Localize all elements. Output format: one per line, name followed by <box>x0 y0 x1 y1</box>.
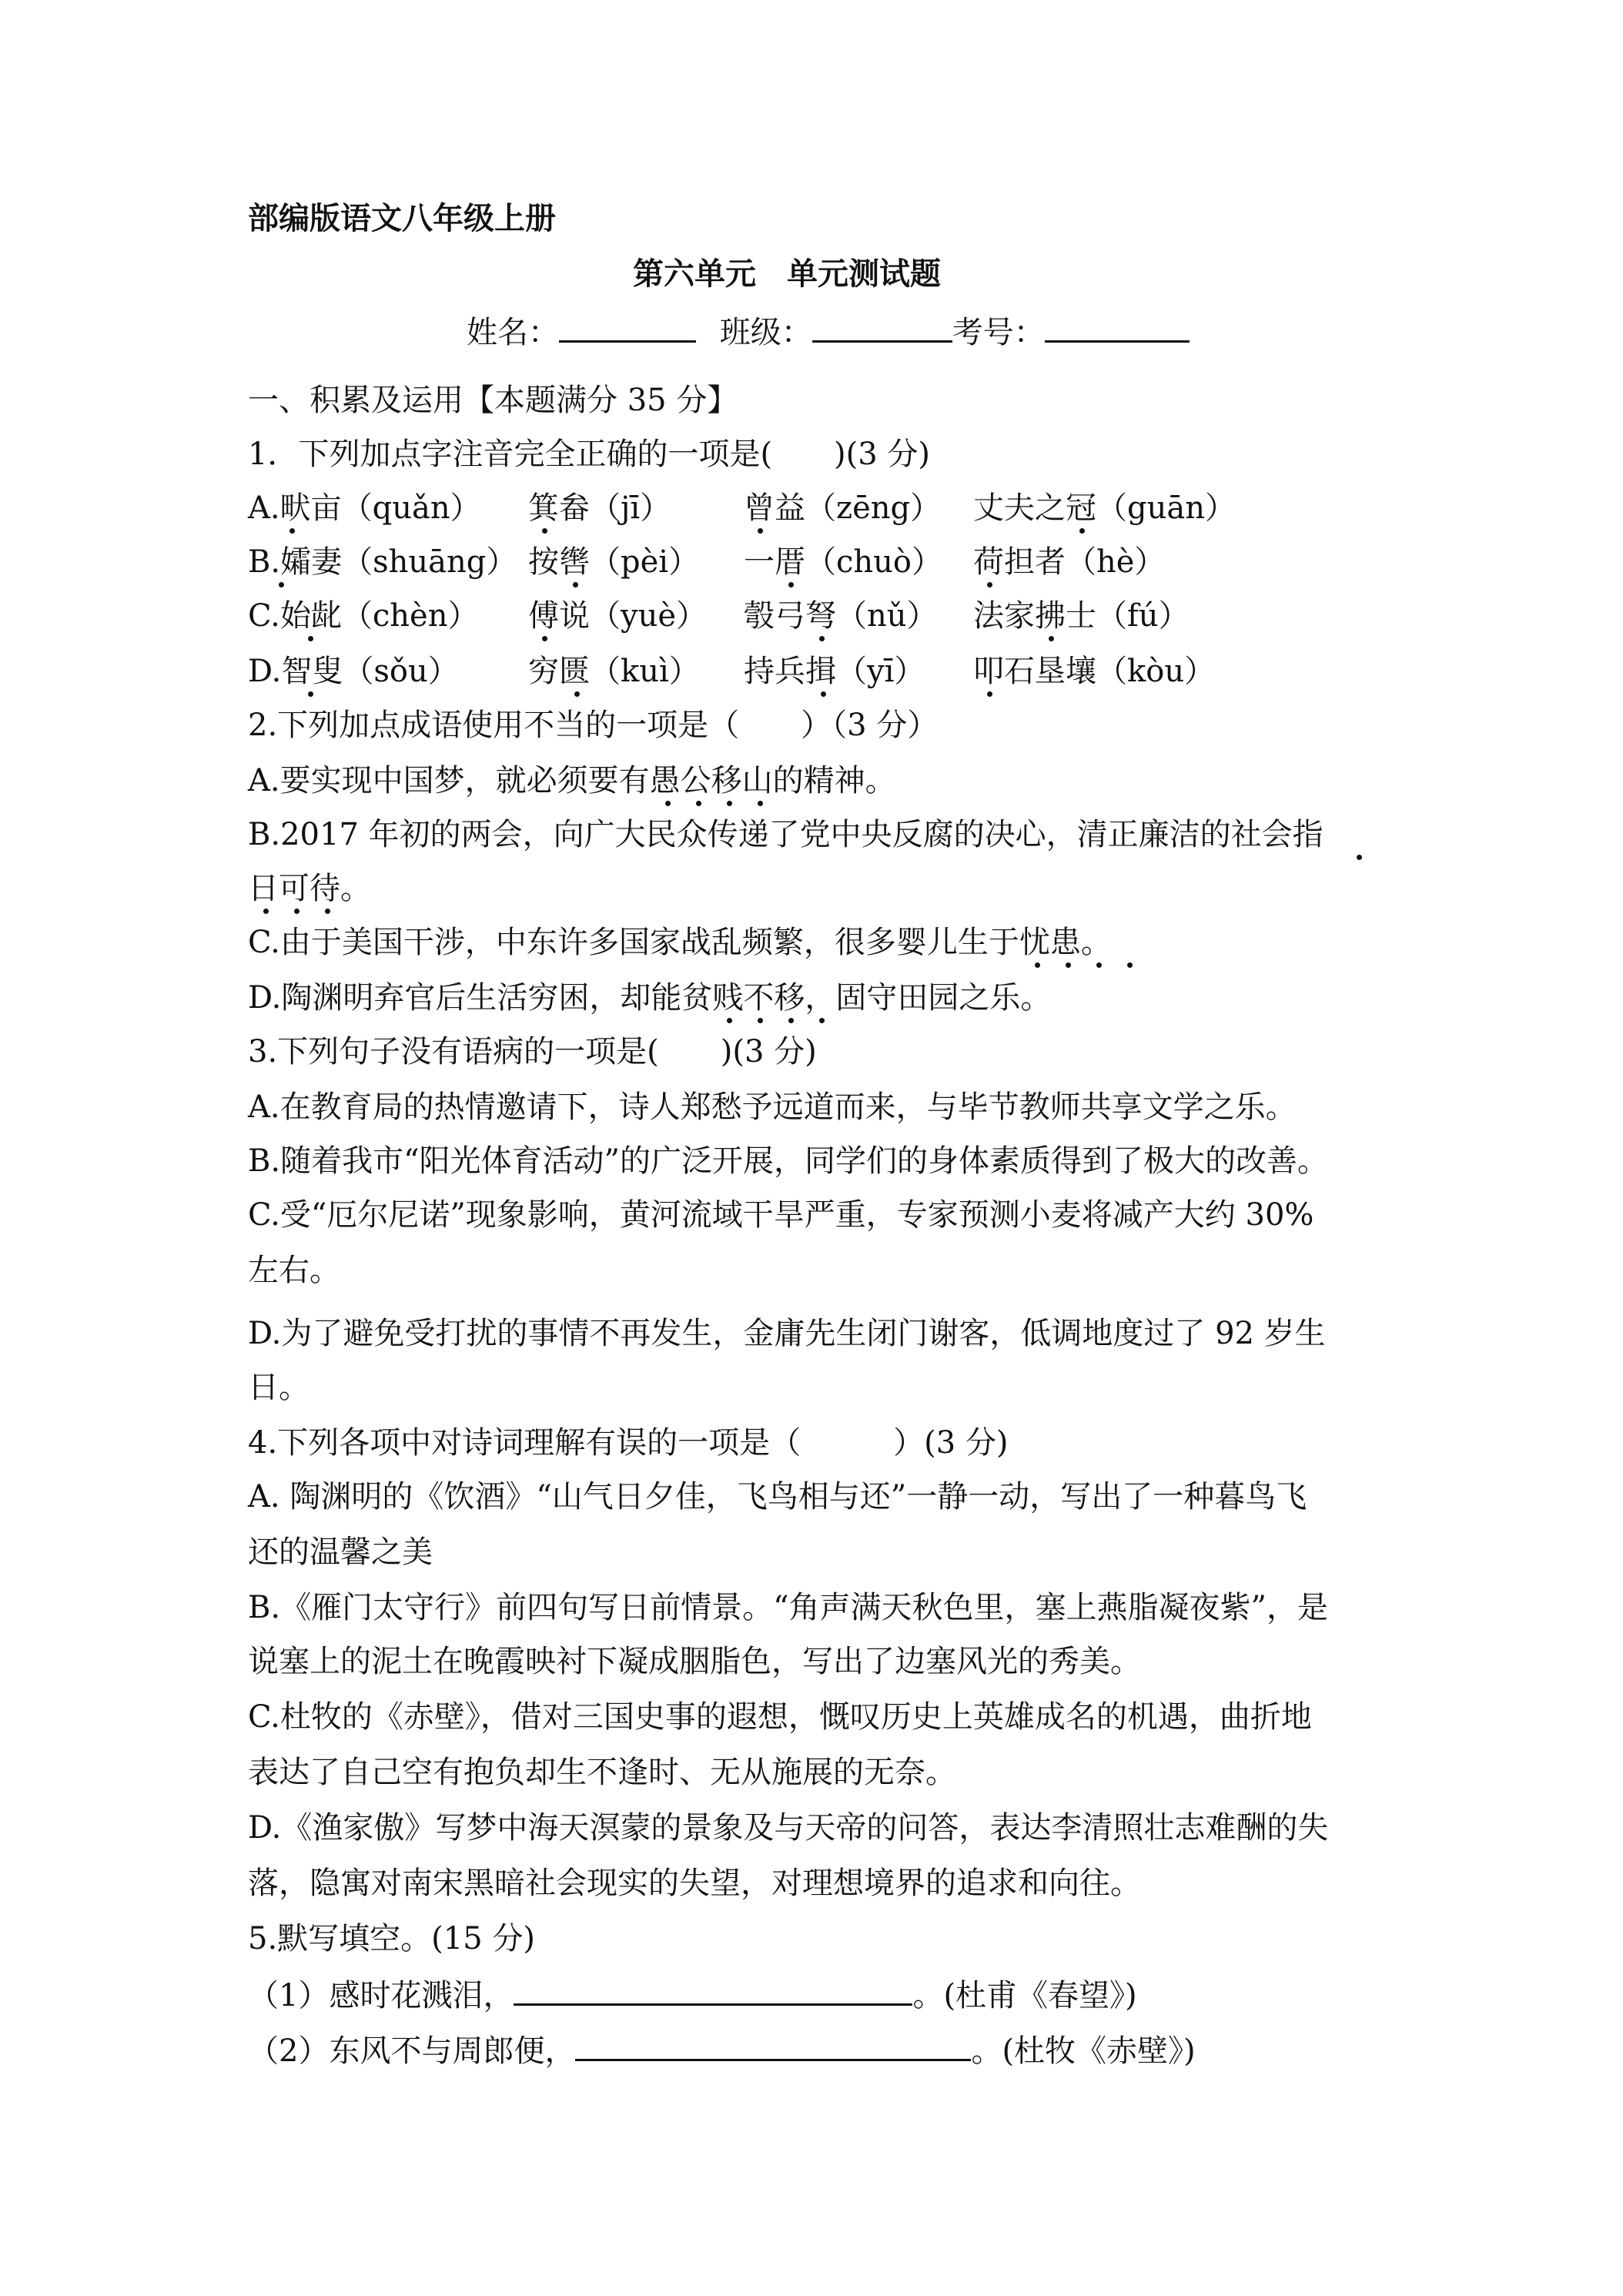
q4-option-b-line1: B.《雁门太守行》前四句写日前情景。“角声满天秋色里，塞上燕脂凝夜紫”，是 <box>248 1590 1329 1625</box>
q1-option-a-2: 箕畚（jī） <box>528 490 671 526</box>
emphasis-dot <box>696 801 701 806</box>
q5-item-2 <box>248 2028 1196 2071</box>
emphasis-dot <box>758 528 763 534</box>
q5-item-2-prompt: （2）东风不与周郎便， <box>248 2033 576 2069</box>
emphasis-dot <box>325 909 330 914</box>
emphasis-dot <box>1066 962 1071 968</box>
book-title: 部编版语文八年级上册 <box>248 200 556 236</box>
emphasis-dot <box>788 582 794 587</box>
q2-option-b-line2: 日可待。 <box>248 871 371 906</box>
emphasis-dot <box>1035 962 1040 968</box>
question-4-stem: 4.下列各项中对诗词理解有误的一项是（ ）(3 分) <box>248 1425 1009 1461</box>
q3-option-b: B.随着我市“阳光体育活动”的广泛开展，同学们的身体素质得到了极大的改善。 <box>248 1143 1329 1179</box>
question-1-stem: 1．下列加点字注音完全正确的一项是( )(3 分) <box>248 437 931 472</box>
q3-option-a: A.在教育局的热情邀请下，诗人郑愁予远道而来，与毕节教师共享文学之乐。 <box>248 1089 1297 1125</box>
emphasis-dot <box>665 801 671 806</box>
emphasis-dot <box>727 1018 732 1023</box>
name-blank[interactable] <box>559 310 696 343</box>
q1-option-b-2: 按辔（pèi） <box>528 544 700 580</box>
q4-option-b-line2: 说塞上的泥土在晚霞映衬下凝成胭脂色，写出了边塞风光的秀美。 <box>248 1644 1141 1679</box>
q1-option-c-2: 傅说（yuè） <box>528 598 708 634</box>
emphasis-dot <box>542 528 547 534</box>
q5-item-1-source: 。(杜甫《春望》) <box>912 1978 1137 2013</box>
emphasis-dot <box>1127 962 1133 968</box>
emphasis-dot <box>308 636 313 641</box>
q2-option-d: D.陶渊明弃官后生活穷困，却能贫贱不移，固守田园之乐。 <box>248 980 1052 1016</box>
emphasis-dot <box>987 582 992 587</box>
question-3-stem: 3.下列句子没有语病的一项是( )(3 分) <box>248 1034 817 1069</box>
emphasis-dot <box>289 528 295 534</box>
q4-option-a-line1: A. 陶渊明的《饮酒》“山气日夕佳，飞鸟相与还”一静一动，写出了一种暮鸟飞 <box>248 1479 1307 1514</box>
q5-item-1-prompt: （1）感时花溅泪， <box>248 1978 514 2013</box>
emphasis-dot <box>1049 636 1054 641</box>
emphasis-dot <box>788 1018 794 1023</box>
q3-option-d-line2: 日。 <box>248 1370 310 1405</box>
q5-item-2-source: 。(杜牧《赤壁》) <box>971 2033 1196 2069</box>
emphasis-dot <box>819 1018 825 1023</box>
q1-option-b-3: 一厝（chuò） <box>744 544 943 580</box>
q5-item-1-blank[interactable] <box>514 1973 912 2006</box>
q1-option-d-4: 叩石垦壤（kòu） <box>973 654 1216 689</box>
emphasis-dot <box>542 636 547 641</box>
q1-option-d-2: 穷匮（kuì） <box>528 654 700 689</box>
q4-option-c-line1: C.杜牧的《赤壁》，借对三国史事的遐想，慨叹历史上英雄成名的机遇，曲折地 <box>248 1699 1312 1735</box>
q1-option-c-1: C.始龀（chèn） <box>248 598 479 634</box>
emphasis-dot <box>279 582 284 587</box>
q5-item-2-blank[interactable] <box>575 2028 971 2061</box>
q2-option-a: A.要实现中国梦，就必须要有愚公移山的精神。 <box>248 763 896 798</box>
emphasis-dot <box>758 801 763 806</box>
q3-option-c-line1: C.受“厄尔尼诺”现象影响，黄河流域干旱严重，专家预测小麦将减产大约 30% <box>248 1197 1314 1233</box>
class-blank[interactable] <box>812 310 952 343</box>
emphasis-dot <box>308 691 313 697</box>
q4-option-d-line2: 落，隐寓对南宋黑暗社会现实的失望，对理想境界的追求和向往。 <box>248 1866 1141 1901</box>
q4-option-d-line1: D.《渔家傲》写梦中海天溟蒙的景象及与天帝的问答，表达李清照壮志难酬的失 <box>248 1810 1329 1846</box>
q2-option-b-line1: B.2017 年初的两会，向广大民众传递了党中央反腐的决心，清正廉洁的社会指 <box>248 817 1323 852</box>
emphasis-dot <box>758 1018 763 1023</box>
id-blank[interactable] <box>1045 310 1190 343</box>
question-5-stem: 5.默写填空。(15 分) <box>248 1921 535 1956</box>
q3-option-d-line1: D.为了避免受打扰的事情不再发生，金庸先生闭门谢客，低调地度过了 92 岁生 <box>248 1316 1326 1351</box>
emphasis-dot <box>821 691 826 697</box>
q1-option-d-3: 持兵揖（yī） <box>744 654 925 689</box>
q5-item-1 <box>248 1973 1137 2016</box>
emphasis-dot <box>574 691 580 697</box>
emphasis-dot <box>987 691 992 697</box>
emphasis-dot <box>1096 962 1102 968</box>
q1-option-b-1: B.孀妻（shuāng） <box>248 544 517 580</box>
emphasis-dot <box>573 582 578 587</box>
student-info-row <box>467 310 1190 353</box>
q1-option-d-1: D.智叟（sǒu） <box>248 654 459 689</box>
q1-option-a-1: A.畎亩（quǎn） <box>248 490 481 526</box>
question-2-stem: 2.下列加点成语使用不当的一项是（ ）（3 分） <box>248 708 939 743</box>
emphasis-dot <box>727 801 732 806</box>
q4-option-a-line2: 还的温馨之美 <box>248 1535 433 1570</box>
q1-option-c-4: 法家拂士（fú） <box>973 598 1190 634</box>
q2-option-c: C.由于美国干涉，中东许多国家战乱频繁，很多婴儿生于忧患。 <box>248 925 1112 960</box>
q1-option-a-3: 曾益（zēng） <box>744 490 942 526</box>
name-label: 姓名： <box>467 315 559 350</box>
emphasis-dot <box>1079 528 1085 534</box>
emphasis-dot <box>1357 855 1362 860</box>
q1-option-b-4: 荷担者（hè） <box>973 544 1166 580</box>
class-label: 班级： <box>719 315 812 350</box>
emphasis-dot <box>263 909 269 914</box>
q3-option-c-line2: 左右。 <box>248 1253 340 1288</box>
id-label: 考号： <box>952 315 1045 350</box>
section-heading: 一、积累及运用【本题满分 35 分】 <box>248 383 738 418</box>
q1-option-c-3: 彀弓弩（nǔ） <box>744 598 938 634</box>
q4-option-c-line2: 表达了自己空有抱负却生不逢时、无从施展的无奈。 <box>248 1755 956 1790</box>
q1-option-a-4: 丈夫之冠（guān） <box>973 490 1236 526</box>
emphasis-dot <box>294 909 300 914</box>
exam-title: 第六单元 单元测试题 <box>633 256 941 292</box>
emphasis-dot <box>819 636 825 641</box>
